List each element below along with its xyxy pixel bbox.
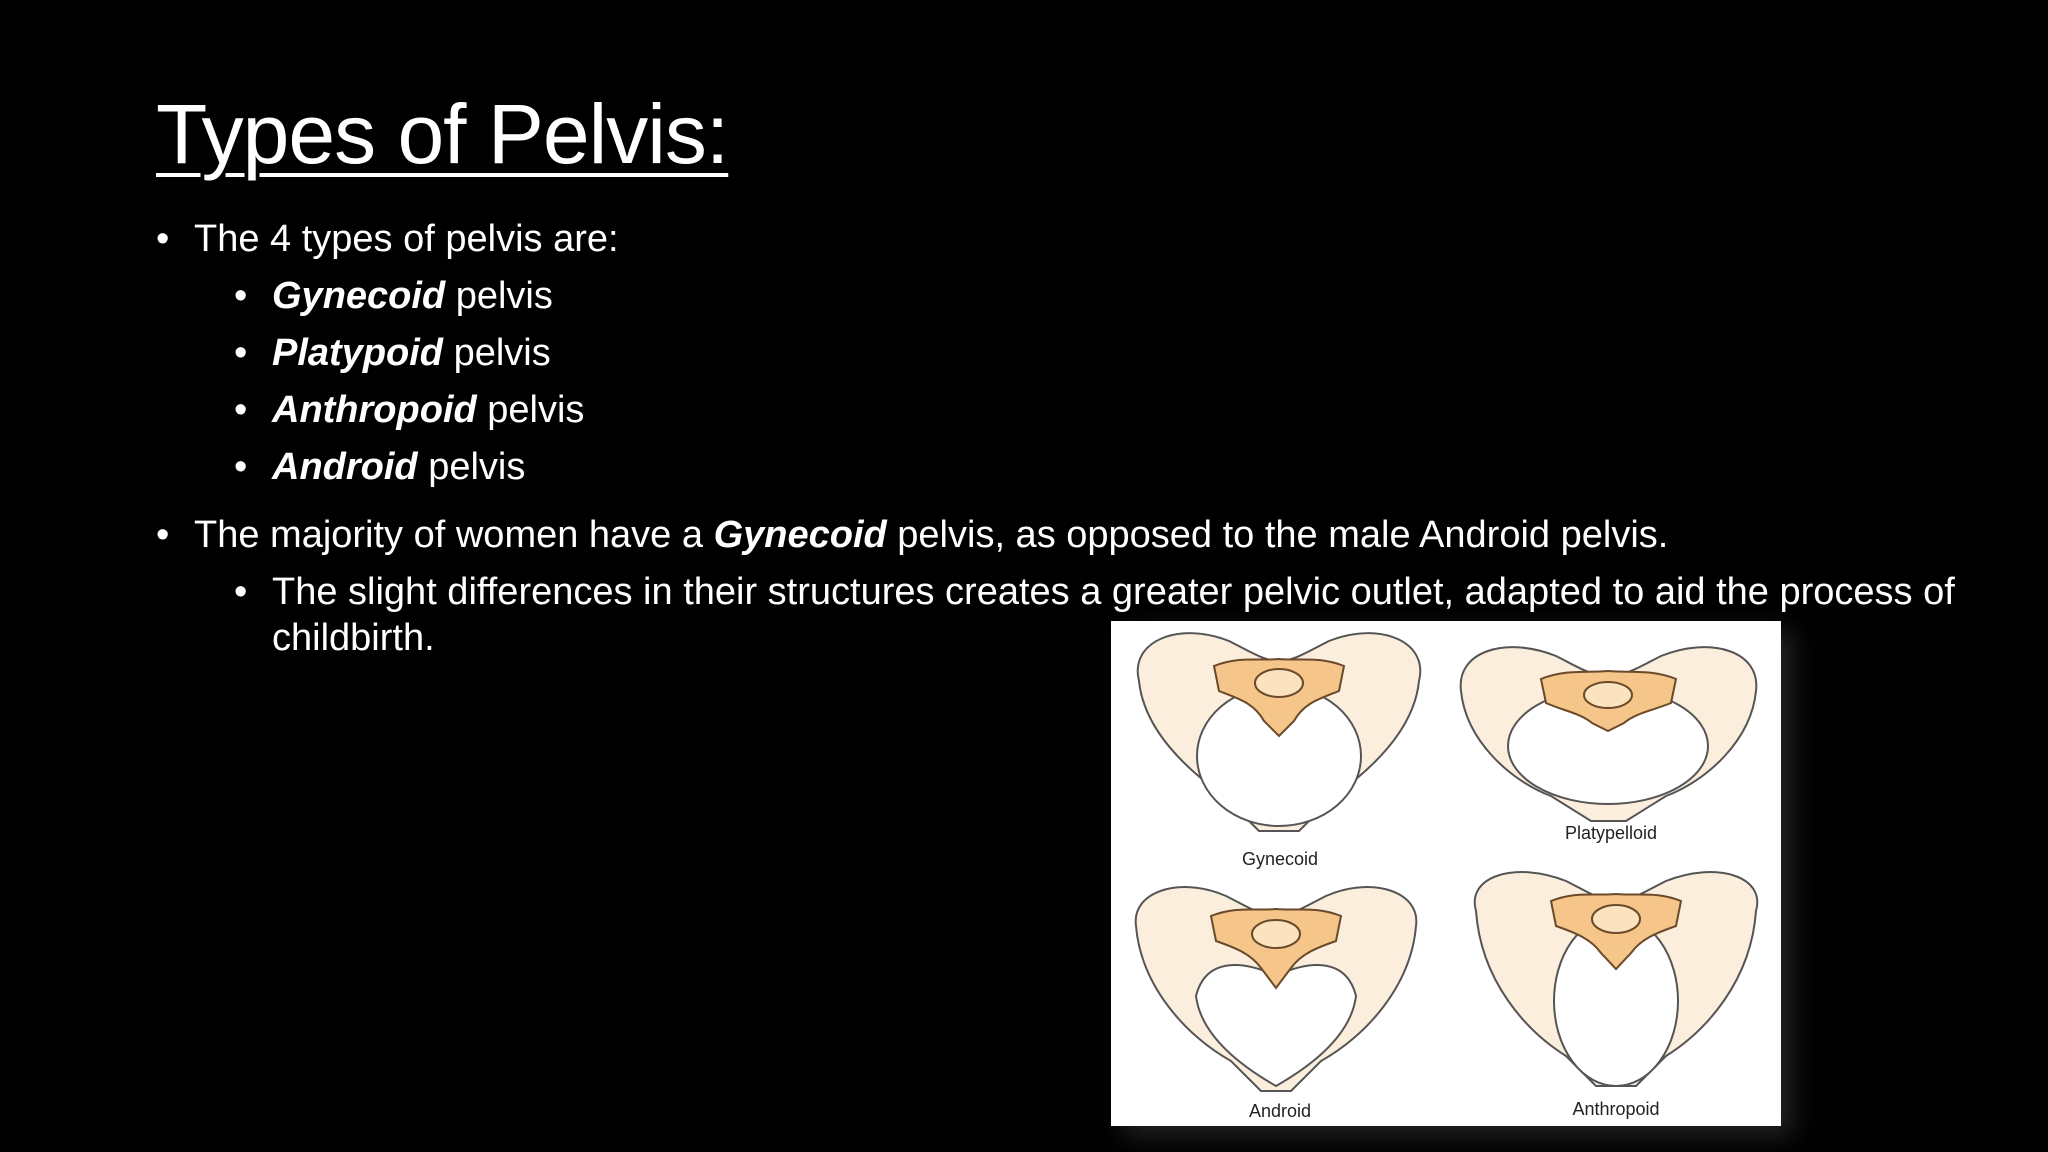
label-platypelloid: Platypelloid (1564, 823, 1658, 843)
android-pelvis-illustration (1116, 876, 1436, 1106)
bullet-type-platypoid (156, 330, 1856, 376)
bullet-type-gynecoid (156, 273, 1856, 319)
bullet-dot: • (234, 389, 248, 431)
label-anthropoid: Anthropoid (1572, 1099, 1660, 1119)
platypelloid-pelvis-illustration (1446, 631, 1771, 831)
bullet-dot: • (234, 275, 248, 317)
type-name: Android (272, 446, 418, 488)
type-name: Gynecoid (272, 275, 446, 317)
label-gynecoid: Gynecoid (1241, 849, 1319, 869)
bullet-dot: • (234, 446, 248, 488)
difference-text: The slight differences in their structures creates a greater pelvic outlet, adapted to aid the process of childbirth. (272, 571, 1955, 659)
bullet-majority (156, 512, 1856, 558)
type-suffix: pelvis (417, 446, 526, 488)
slide-title: Types of Pelvis: (156, 87, 729, 181)
majority-prefix: The majority of women have a (194, 514, 714, 556)
intro-text: The 4 types of pelvis are: (194, 218, 619, 260)
bullet-type-anthropoid (156, 387, 1856, 433)
majority-suffix: pelvis, as opposed to the male Android pelvis. (886, 514, 1669, 556)
gynecoid-pelvis-illustration (1119, 621, 1439, 851)
label-android: Android (1248, 1101, 1312, 1121)
bullet-dot: • (156, 514, 170, 556)
slide-body (156, 216, 1955, 661)
majority-emphasis: Gynecoid (713, 514, 887, 556)
bullet-dot: • (234, 332, 248, 374)
bullet-intro (156, 216, 1856, 262)
pelvis-types-figure (1111, 621, 1781, 1126)
type-suffix: pelvis (445, 275, 553, 317)
bullet-dot: • (234, 571, 248, 613)
bullet-type-android (156, 444, 1856, 490)
type-name: Platypoid (272, 332, 444, 374)
type-name: Anthropoid (272, 389, 477, 431)
type-suffix: pelvis (443, 332, 551, 374)
bullet-dot: • (156, 218, 170, 260)
type-suffix: pelvis (476, 389, 585, 431)
anthropoid-pelvis-illustration (1456, 861, 1776, 1101)
